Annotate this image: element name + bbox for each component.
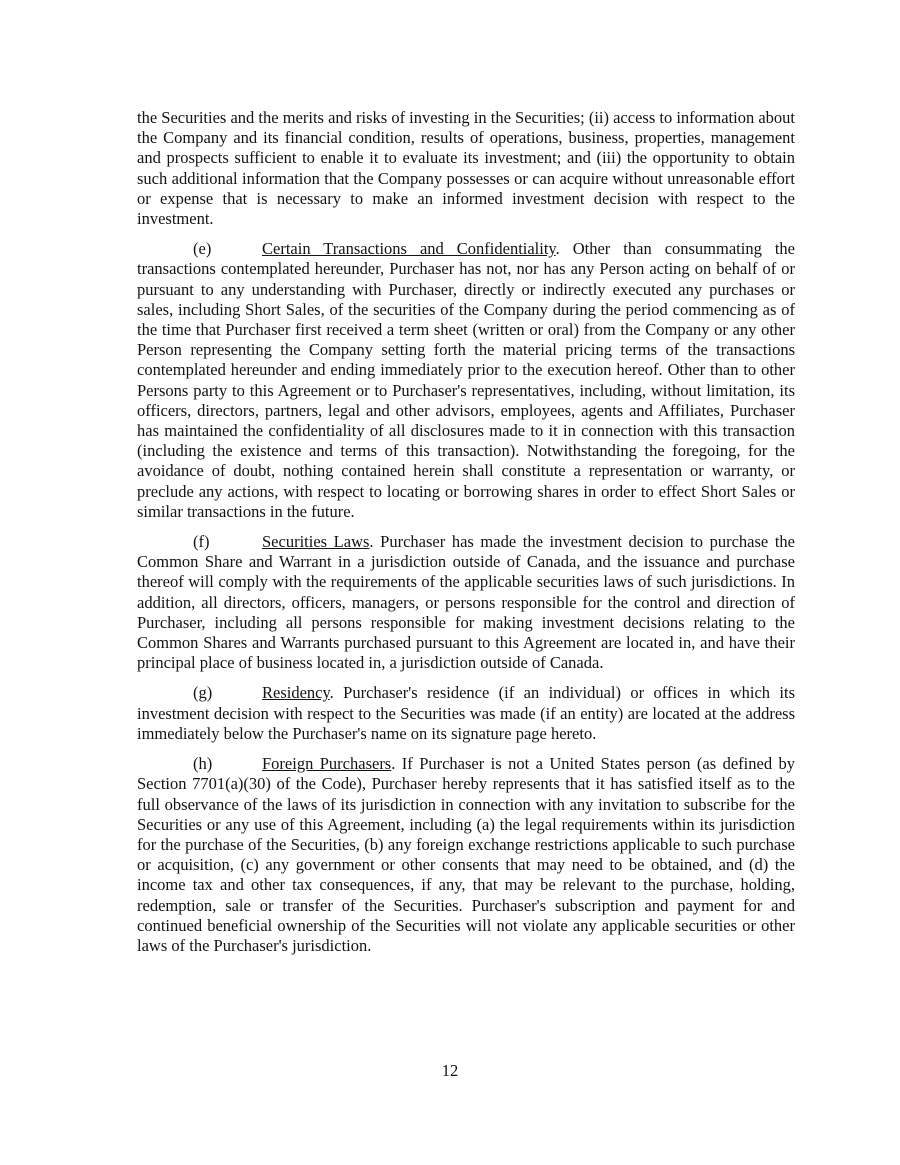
paragraph-e (137, 239, 795, 522)
paragraph-heading: Residency (262, 683, 330, 703)
paragraph-continuation (137, 108, 795, 229)
paragraph-label: (g) (193, 683, 213, 703)
paragraph-label: (h) (193, 754, 213, 774)
paragraph-text: . Other than consummating the transactions contemplated hereunder, Purchaser has not, nor has any Person acting on behalf of or pursuant to any understanding with Purchaser, directly or indirectly executed any purchases or sales, including Short Sales, of the securities of the Company during the period commencing as of the time that Purchaser first received a term sheet (written or oral) from the Company or any other Person representing the Company setting forth the material pricing terms of the transactions contemplated hereunder and ending immediately prior to the execution hereof. Other than to other Persons party to this Agreement or to Purchaser's representatives, including, without limitation, its officers, directors, partners, legal and other advisors, employees, agents and Affiliates, Purchaser has maintained the confidentiality of all disclosures made to it in connection with this transaction (including the existence and terms of this transaction). Notwithstanding the foregoing, for the avoidance of doubt, nothing contained herein shall constitute a representation or warranty, or preclude any actions, with respect to locating or borrowing shares in order to effect Short Sales or similar transactions in the future. (137, 239, 795, 521)
paragraph-text: . If Purchaser is not a United States person (as defined by Section 7701(a)(30) of the Code), Purchaser hereby represents that it has satisfied itself as to the full observance of the laws of its jurisdiction in connection with any invitation to subscribe for the Securities or any use of this Agreement, including (a) the legal requirements within its jurisdiction for the purchase of the Securities, (b) any foreign exchange restrictions applicable to such purchase or acquisition, (c) any government or other consents that may need to be obtained, and (d) the income tax and other tax consequences, if any, that may be relevant to the purchase, holding, redemption, sale or transfer of the Securities. Purchaser's subscription and payment for and continued beneficial ownership of the Securities will not violate any applicable securities or other laws of the Purchaser's jurisdiction. (137, 754, 795, 955)
paragraph-label: (f) (193, 532, 210, 552)
page-number: 12 (441, 1061, 459, 1080)
paragraph-h (137, 754, 795, 956)
paragraph-g (137, 683, 795, 744)
paragraph-heading: Securities Laws (262, 532, 370, 552)
paragraph-text: . Purchaser has made the investment decision to purchase the Common Share and Warrant in a jurisdiction outside of Canada, and the issuance and purchase thereof will comply with the requirements of the applicable securities laws of such jurisdictions. In addition, all directors, officers, managers, or persons responsible for the control and direction of Purchaser, including all persons responsible for making investment decisions relating to the Common Shares and Warrants purchased pursuant to this Agreement are located in, and have their principal place of business located in, a jurisdiction outside of Canada. (137, 532, 795, 673)
paragraph-heading: Foreign Purchasers (262, 754, 392, 774)
paragraph-heading: Certain Transactions and Confidentiality (262, 239, 556, 259)
paragraph-text: . Purchaser's residence (if an individual) or offices in which its investment decision with respect to the Securities was made (if an entity) are located at the address immediately below the Purchaser's name on its signature page hereto. (137, 683, 795, 743)
paragraph-f (137, 532, 795, 673)
paragraph-label: (e) (193, 239, 212, 259)
paragraph-text: the Securities and the merits and risks of investing in the Securities; (ii) access to information about the Company and its financial condition, results of operations, business, properties, management and prospects sufficient to enable it to evaluate its investment; and (iii) the opportunity to obtain such additional information that the Company possesses or can acquire without unreasonable effort or expense that is necessary to make an informed investment decision with respect to the investment. (137, 108, 796, 229)
